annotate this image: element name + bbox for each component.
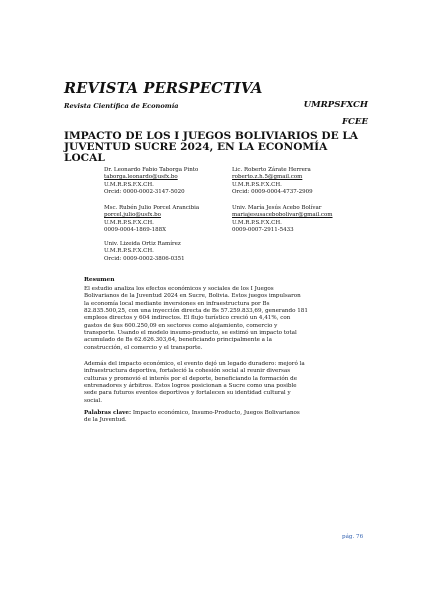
author-affiliation: U.M.R.P.S.F.X.CH.: [104, 219, 154, 226]
author-email[interactable]: porcel.julio@usfx.bo: [104, 212, 161, 219]
author-block: [104, 167, 198, 196]
abstract-paragraph-2: [84, 361, 338, 405]
author-affiliation: U.M.R.P.S.F.X.CH.: [232, 219, 282, 226]
abstract-line: Bolivarianos de la Juventud 2024 en Sucre, Bolivia. Estos juegos impulsaron: [84, 293, 301, 300]
faculty-code: FCEE: [341, 117, 368, 127]
journal-subtitle: Revista Científica de Economía: [64, 102, 179, 110]
author-block: [232, 205, 333, 234]
abstract-line: transporte. Usando el modelo insumo-producto, se estimó un impacto total: [84, 330, 297, 337]
article-title-line: LOCAL: [64, 152, 105, 164]
author-name: Univ. María Jesús Acebo Bolívar: [232, 205, 322, 211]
keywords-text: Impacto económico, Insumo-Producto, Juegos Bolivarianos: [131, 410, 300, 416]
abstract-line: la economía local mediante inversiones en infraestructura por Bs: [84, 300, 270, 307]
author-email[interactable]: mariajesusacebobolivar@gmail.com: [232, 212, 333, 219]
author-orcid: 0009-0007-2911-5433: [232, 226, 294, 233]
author-affiliation: U.M.R.P.S.F.X.CH.: [232, 181, 282, 188]
author-name: Dr. Leonardo Fabio Taborga Pinto: [104, 167, 199, 173]
abstract-line: gastos de $us 600.250,09 en sectores como alojamiento, comercio y: [84, 322, 278, 329]
author-affiliation: U.M.R.P.S.F.X.CH.: [104, 181, 154, 188]
abstract-line: infraestructura deportiva, fortaleció la cohesión social al reunir diversas: [84, 368, 291, 375]
abstract-line: social.: [84, 397, 103, 404]
article-title-line: IMPACTO DE LOS I JUEGOS BOLIVIARIOS DE LA: [64, 130, 358, 142]
article-title-line: JUVENTUD SUCRE 2024, EN LA ECONOMÍA: [64, 141, 328, 153]
author-name: Msc. Rubén Julio Porcel Arancibia: [104, 205, 200, 211]
article-title: [64, 131, 364, 164]
keywords-line: [84, 410, 338, 417]
abstract-line: entrenadores y árbitros. Estos logros posicionan a Sucre como una posible: [84, 383, 297, 390]
author-orcid: Orcid: 0009-0004-4737-2909: [232, 188, 313, 195]
keywords: [84, 410, 338, 425]
author-email[interactable]: roberto.z.h.5@gmail.com: [232, 174, 303, 181]
author-block: [104, 241, 185, 263]
abstract-line: 82.835.500,25, con una inyección directa de Bs 57.259.833,69, generando 181: [84, 308, 308, 315]
keywords-label: Palabras clave:: [84, 410, 132, 416]
university-code: UMRPSFXCH: [303, 100, 368, 110]
author-name: Lic. Roberto Zárate Herrera: [232, 167, 311, 173]
abstract-paragraph-1: [84, 286, 338, 352]
abstract-line: Además del impacto económico, el evento dejó un legado duradero: mejoró la: [84, 361, 305, 367]
author-orcid: Orcid: 0009-0002-3806-0351: [104, 255, 185, 262]
journal-title: REVISTA PERSPECTIVA: [64, 80, 263, 97]
author-orcid: Orcid: 0000-0002-3147-5020: [104, 188, 185, 195]
author-orcid: 0009-0004-1869-188X: [104, 226, 166, 233]
abstract-line: acumulado de Bs 62.626.303,64, beneficiando principalmente a la: [84, 337, 272, 344]
author-block: [104, 205, 199, 234]
abstract-heading: Resumen: [84, 276, 115, 283]
abstract-line: culturas y promovió el interés por el deporte, beneficiando la formación de: [84, 375, 298, 382]
author-email[interactable]: taborga.leonardo@usfx.bo: [104, 174, 178, 181]
author-name: Univ. Lizeida Ortiz Ramírez: [104, 241, 181, 247]
abstract-line: empleos directos y 604 indirectos. El flujo turístico creció un 4,41%, con: [84, 315, 291, 322]
keywords-line: de la Juventud.: [84, 417, 127, 424]
abstract-line: sede para futuros eventos deportivos y fortalecen su identidad cultural y: [84, 390, 291, 397]
author-block: [232, 167, 313, 196]
abstract-line: construcción, el comercio y el transporte.: [84, 344, 203, 351]
page-number: pág. 76: [342, 534, 364, 540]
author-affiliation: U.M.R.P.S.F.X.CH.: [104, 248, 154, 255]
abstract-line: El estudio analiza los efectos económicos y sociales de los I Juegos: [84, 286, 274, 292]
